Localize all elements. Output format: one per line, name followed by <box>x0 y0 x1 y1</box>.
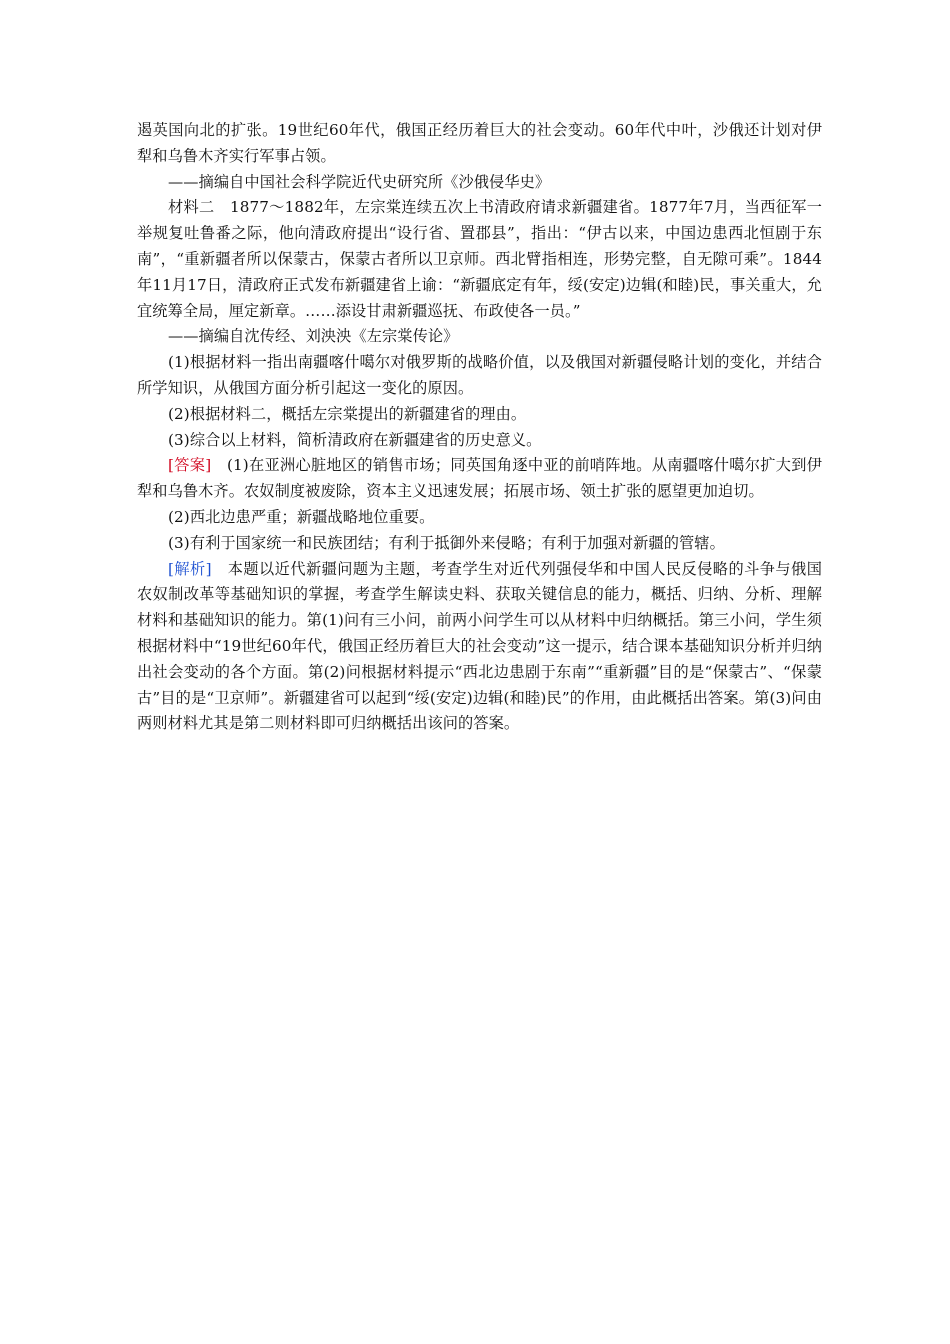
analysis-text: 本题以近代新疆问题为主题，考查学生对近代列强侵华和中国人民反侵略的斗争与俄国农奴制改革等基础知识的掌握，考查学生解读史料、获取关键信息的能力，概括、归纳、分析、理解材料和基础知识的能力。第(1)问有三小问，前两小问学生可以从材料中归纳概括。第三小问，学生须根据材料中“19世纪60年代，俄国正经历着巨大的社会变动”这一提示，结合课本基础知识分析并归纳出社会变动的各个方面。第(2)问根据材料提示“西北边患剧于东南”“重新疆”目的是“保蒙古”、“保蒙古”目的是“卫京师”。新疆建省可以起到“绥(安定)边辑(和睦)民”的作用，由此概括出答案。第(3)问由两则材料尤其是第二则材料即可归纳概括出该问的答案。 <box>137 559 822 733</box>
answer-part-1-text: (1)在亚洲心脏地区的销售市场；同英国角逐中亚的前哨阵地。从南疆喀什噶尔扩大到伊犁和乌鲁木齐。农奴制度被废除，资本主义迅速发展；拓展市场、领土扩张的愿望更加迫切。 <box>137 456 822 501</box>
answer-part-2: (2)西北边患严重；新疆战略地位重要。 <box>168 507 435 526</box>
material-two-source: ——摘编自沈传经、刘泱泱《左宗棠传论》 <box>168 327 459 346</box>
answer-part-3: (3)有利于国家统一和民族团结；有利于抵御外来侵略；有利于加强对新疆的管辖。 <box>168 533 725 552</box>
question-1: (1)根据材料一指出南疆喀什噶尔对俄罗斯的战略价值，以及俄国对新疆侵略计划的变化，并结合所学知识，从俄国方面分析引起这一变化的原因。 <box>137 353 822 397</box>
analysis-tag: [解析] <box>168 559 212 578</box>
answer-tag: [答案] <box>168 456 212 475</box>
material-two-text: 材料二 1877～1882年，左宗棠连续五次上书清政府请求新疆建省。1877年7月，当西征军一举规复吐鲁番之际，他向清政府提出“设行省、置郡县”，指出：“伊古以来，中国边患西北恒剧于东南”，“重新疆者所以保蒙古，保蒙古者所以卫京师。西北臂指相连，形势完整，自无隙可乘”。1844年11月17日，清政府正式发布新疆建省上谕：“新疆底定有年，绥(安定)边辑(和睦)民，事关重大，允宜统筹全局，厘定新章。……添设甘肃新疆巡抚、布政使各一员。” <box>137 198 822 320</box>
question-3: (3)综合以上材料，简析清政府在新疆建省的历史意义。 <box>168 430 542 449</box>
question-2: (2)根据材料二，概括左宗棠提出的新疆建省的理由。 <box>168 404 527 423</box>
material-one-source: ——摘编自中国社会科学院近代史研究所《沙俄侵华史》 <box>168 172 551 191</box>
answer-part-1 <box>137 453 822 505</box>
document-page <box>137 118 822 737</box>
analysis <box>137 557 822 738</box>
material-one-tail: 遏英国向北的扩张。19世纪60年代，俄国正经历着巨大的社会变动。60年代中叶，沙俄还计划对伊犁和乌鲁木齐实行军事占领。 <box>137 121 822 165</box>
